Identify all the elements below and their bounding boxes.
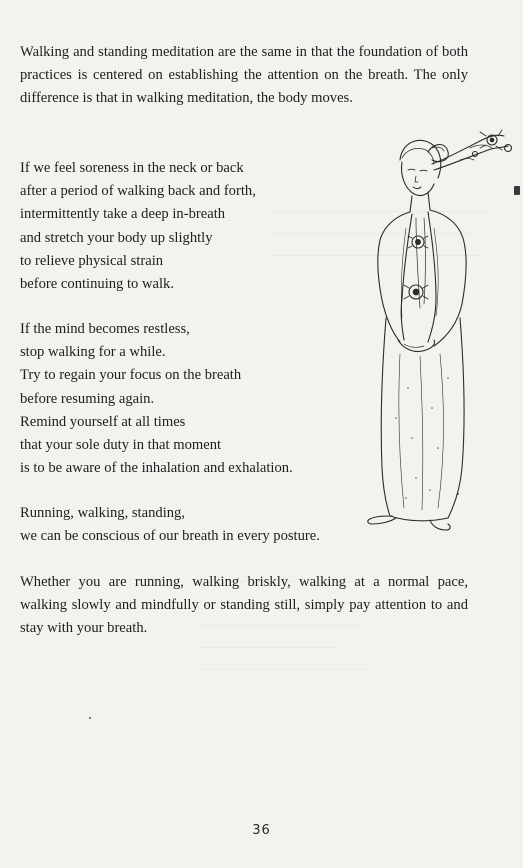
paragraph-posture	[20, 502, 320, 548]
text-line: intermittently take a deep in-breath	[20, 206, 226, 223]
text-line: and stretch your body up slightly	[20, 229, 213, 246]
text-line: that your sole duty in that moment	[20, 437, 222, 454]
text-line: before continuing to walk.	[20, 276, 175, 293]
paragraph-soreness	[20, 157, 256, 296]
text-line: stop walking for a while.	[20, 344, 166, 361]
scan-edge-mark	[514, 186, 520, 195]
text-line: If we feel soreness in the neck or back	[20, 160, 244, 176]
standing-meditation-figure-icon	[320, 118, 523, 538]
paragraph-intro: Walking and standing meditation are the same in that the foundation of both practices is centered on establishing the attention on the breath. The only difference is that in walking meditation, the body moves.	[20, 44, 468, 107]
text-line: to relieve physical strain	[20, 252, 164, 269]
scan-speck	[89, 717, 91, 719]
text-line: before resuming again.	[20, 390, 155, 407]
scan-speck	[457, 493, 459, 495]
paragraph-restless	[20, 318, 293, 480]
text-line: we can be conscious of our breath in every posture.	[20, 528, 320, 545]
text-line: after a period of walking back and forth,	[20, 183, 256, 200]
text-line: Remind yourself at all times	[20, 413, 186, 430]
text-line: Try to regain your focus on the breath	[20, 367, 242, 384]
text-line: is to be aware of the inhalation and exhalation.	[20, 460, 293, 477]
page-number: 36	[252, 823, 271, 838]
text-line: If the mind becomes restless,	[20, 321, 190, 337]
paragraph-closing: Whether you are running, walking briskly, walking at a normal pace, walking slowly and mindfully or standing still, simply pay attention to and stay with your breath.	[20, 574, 468, 637]
text-line: Running, walking, standing,	[20, 505, 185, 521]
